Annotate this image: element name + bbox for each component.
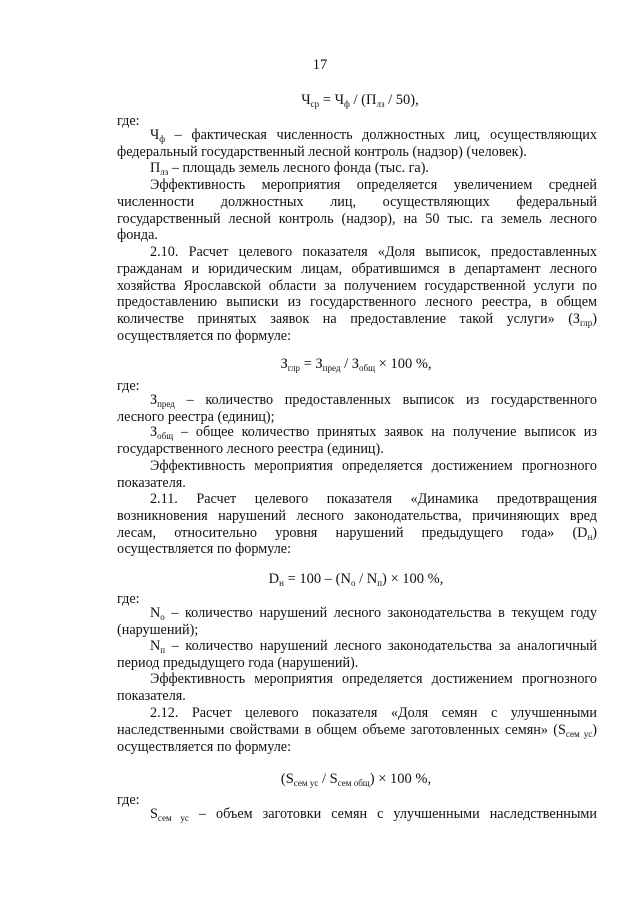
effectiveness-3: Эффективность мероприятия определяется достижением прогнозного показателя.: [117, 671, 597, 704]
paragraph-2-10: 2.10. Расчет целевого показателя «Доля выписок, предоставленных гражданам и юридическим лицам, обратившимся в департамент лесного хозяйства Ярославской области за получением государственной услуги по предоставлению выписки из государственного лесного реестра, в общем количестве принятых заявок на предоставление такой услуги» $(З_{глр})$ осуществляется по формуле:: [117, 244, 597, 344]
definition-no: $N_о$ – количество нарушений лесного законодательства в текущем году (нарушений);: [117, 605, 597, 638]
definition-sus: $S_{сем ус}$ – объем заготовки семян с улучшенными наследственными: [150, 806, 597, 823]
paragraph-2-12: 2.12. Расчет целевого показателя «Доля семян с улучшенными наследственными свойствами в общем объеме заготовленных семян» $(S_{сем ус})$ осуществляется по формуле:: [117, 705, 597, 755]
where-label: где:: [117, 113, 140, 129]
definition-zobsh: $З_{общ}$ – общее количество принятых заявок на получение выписок из государственного лесного реестра (единиц).: [117, 424, 597, 457]
page-number: 17: [312, 57, 328, 73]
formula-2: $З_{глр} = З_{пред} / З_{общ} \times 100$ %,: [280, 356, 432, 373]
where-label: где:: [117, 378, 140, 394]
where-label: где:: [117, 591, 140, 607]
definition-zpred: $З_{пред}$ – количество предоставленных выписок из государственного лесного реестра (единиц);: [117, 392, 597, 425]
paragraph-2-11: 2.11. Расчет целевого показателя «Динамика предотвращения возникновения нарушений лесного законодательства, причиняющих вред лесам, относительно уровня нарушений предыдущего года» $(D_н)$ осуществляется по формуле:: [117, 491, 597, 558]
definition-np: $N_п$ – количество нарушений лесного законодательства за аналогичный период предыдущего года (нарушений).: [117, 638, 597, 671]
definition-plz: $П_{лз}$ – площадь земель лесного фонда (тыс. га).: [150, 160, 429, 177]
formula-4: $(S_{сем ус} / S_{сем общ}) \times 100$ %,: [280, 771, 432, 788]
definition-chf: $Ч_ф$ – фактическая численность должностных лиц, осуществляющих федеральный государственный лесной контроль (надзор) (человек).: [117, 127, 597, 160]
effectiveness-1: Эффективность мероприятия определяется увеличением средней численности должностных лиц, осуществляющих федеральный государственный лесной контроль (надзор), на 50 тыс. га земель лесного фонда.: [117, 177, 597, 244]
where-label: где:: [117, 792, 140, 808]
formula-3: $D_н = 100 - (N_о / N_п) \times 100$ %,: [268, 571, 444, 588]
formula-1: $Ч_{ср} = Ч_ф / (П_{лз} / 50)$,: [301, 92, 419, 109]
effectiveness-2: Эффективность мероприятия определяется достижением прогнозного показателя.: [117, 458, 597, 491]
